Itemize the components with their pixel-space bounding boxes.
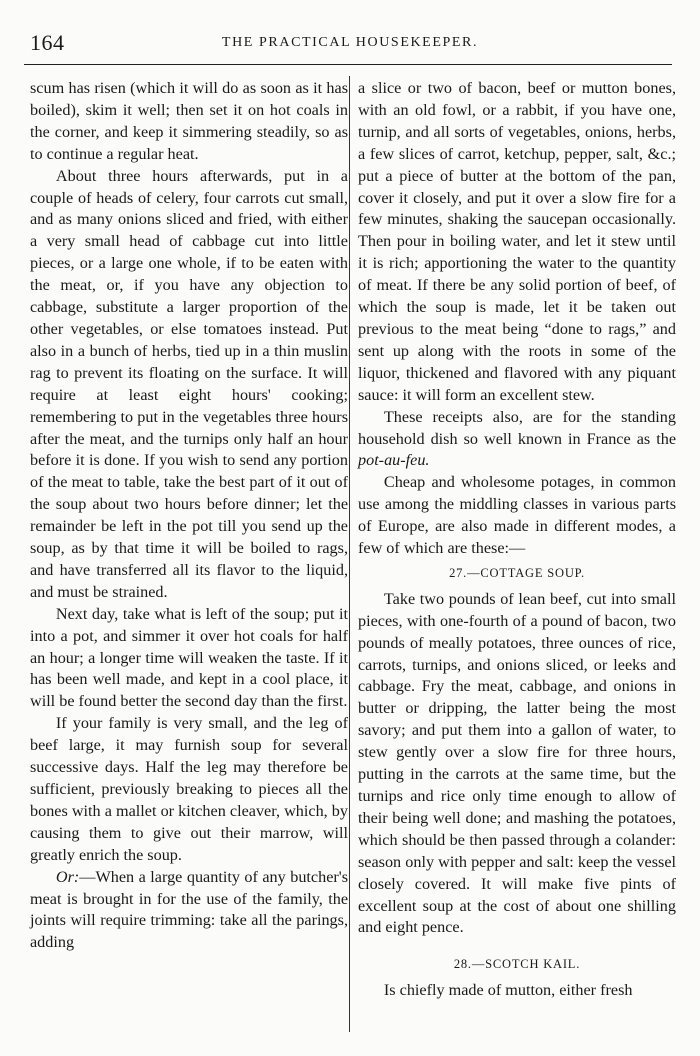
header-rule <box>24 64 672 65</box>
spacer <box>358 939 676 951</box>
paragraph: Next day, take what is left of the soup; put it into a pot, and simmer it over hot coals for half an hour; a longer time will weaken the taste. If it has been well made, and kept in a cool place, it will be found better the second day than the first. <box>30 604 348 711</box>
recipe-heading: 27.—COTTAGE SOUP. <box>449 565 585 580</box>
page-header <box>30 30 670 60</box>
paragraph-text: —When a large quantity of any butcher's meat is brought in for the use of the family, the joints will require trimming: take all the parings, adding <box>30 867 348 952</box>
paragraph-text: These receipts also, are for the standing household dish so well known in France as the <box>358 407 676 448</box>
paragraph: a slice or two of bacon, beef or mutton bones, with an old fowl, or a rabbit, if you have one, turnip, and all sorts of vegetables, onions, herbs, a few slices of carrot, ketchup, pepper, salt, &c.; put a piece of butter at the bottom of the pan, cover it closely, and put it over a slow fire for a few minutes, shaking the saucepan occasionally. Then pour in boiling water, and let it stew until it is rich; apportioning the water to the quantity of meat. If there be any solid portion of beef, of which the soup is made, let it be taken out previous to the meat being “done to rags,” and sent up along with the roots in some of the liquor, thickened and flavored with any piquant sauce: it will form an excellent stew. <box>358 79 676 404</box>
paragraph: About three hours afterwards, put in a couple of heads of celery, four carrots cut small, and as many onions sliced and fried, with either a very small head of cabbage cut into little pieces, or a large one whole, if to be eaten with the meat, or, if you have any objection to cabbage, substitute a larger proportion of the other vegetables, or else tomatoes instead. Put also in a bunch of herbs, tied up in a thin muslin rag to prevent its floating on the surface. It will require at least eight hours' cooking; remembering to put in the vegetables three hours after the meat, and the turnips only half an hour before it is done. If you wish to send any portion of the meat to table, take the best part of it out of the soup about two hours before dinner; let the remainder be left in the pot till you send up the soup, as by that time it will be boiled to rags, and have transferred all its flavor to the liquid, and must be strained. <box>30 166 348 601</box>
paragraph: Take two pounds of lean beef, cut into small pieces, with one-fourth of a pound of bacon, two pounds of meally potatoes, three ounces of rice, carrots, turnips, and onions sliced, or leeks and cabbage. Fry the meat, cabbage, and onions in butter or dripping, the latter being the most savory; and put them into a gallon of water, to stew gently over a slow fire for three hours, putting in the carrots at the same time, but the turnips and rice only time enough to allow of their being well done; and mashing the potatoes, which should be then passed through a colander: season only with pepper and salt: keep the vessel closely covered. It will make five pints of excellent soup at the cost of about one shilling and eight pence. <box>358 589 676 937</box>
paragraph <box>358 407 676 473</box>
italic-lead: Or: <box>55 867 80 886</box>
italic-term: pot-au-feu. <box>358 451 430 470</box>
left-column <box>30 78 348 954</box>
right-column <box>358 78 676 1002</box>
page-number: 164 <box>30 30 65 55</box>
paragraph: Cheap and wholesome potages, in common use among the middling classes in various parts of Europe, are also made in different modes, a few of which are these:— <box>358 473 676 558</box>
paragraph: scum has risen (which it will do as soon as it has boiled), skim it well; then set it on hot coals in the corner, and keep it simmering steadily, so as to continue a regular heat. <box>30 79 348 163</box>
running-title: THE PRACTICAL HOUSEKEEPER. <box>221 35 479 50</box>
recipe-heading: 28.—SCOTCH KAIL. <box>453 957 581 972</box>
paragraph: If your family is very small, and the leg of beef large, it may furnish soup for several successive days. Half the leg may therefore be sufficient, previously breaking to pieces all the bones with a mallet or kitchen cleaver, which, by causing them to give out their marrow, will greatly enrich the soup. <box>30 714 348 864</box>
column-divider <box>349 76 350 1032</box>
paragraph <box>30 867 348 955</box>
paragraph: Is chiefly made of mutton, either fresh <box>383 981 633 1000</box>
